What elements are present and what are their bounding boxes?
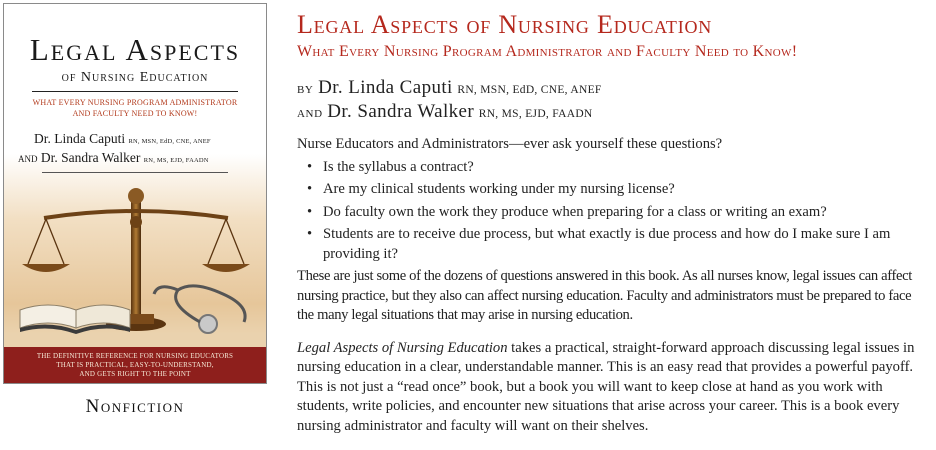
cover-bottom-band [4,347,266,384]
cover-tagline [24,97,246,119]
cover-author-1 [34,131,267,147]
byline-author-2-name: Dr. Sandra Walker [327,101,475,122]
cover-band-line: THAT IS PRACTICAL, EASY-TO-UNDERSTAND, [56,361,214,369]
cover-author-1-name: Dr. Linda Caputi [34,131,126,146]
byline-author-1-name: Dr. Linda Caputi [318,77,453,98]
cover-band-line: THE DEFINITIVE REFERENCE FOR NURSING EDUCATORS [36,352,234,360]
byline-author-2 [297,101,593,123]
page-subtitle: What Every Nursing Program Administrator and Faculty Need to Know! [297,43,798,60]
question-list [297,158,927,265]
open-book-icon [20,305,130,334]
cover-author-2-creds: RN, MS, EJD, FAADN [143,157,209,164]
list-item: • Students are to receive due process, but what exactly is due process and how do I make sure I am providing it? [297,225,927,264]
paragraph-book-approach [297,339,927,437]
cover-title: Legal Aspects [29,32,241,67]
intro-text: Nurse Educators and Administrators—ever ask yourself these questions? [297,136,723,152]
cover-divider [32,91,238,92]
list-item: • Do faculty own the work they produce when preparing for a class or writing an exam? [297,203,927,223]
cover-divider-2 [42,172,228,173]
byline-author-2-creds: RN, MS, EJD, FAADN [478,108,593,120]
genre-label: Nonfiction [85,396,185,417]
byline-by-word: by [297,80,314,97]
cover-band-text [10,352,260,379]
byline-author-1 [297,77,602,99]
cover-band-line: AND GETS RIGHT TO THE POINT [79,370,191,378]
book-cover [3,3,267,384]
list-item: • Is the syllabus a contract? [297,158,927,178]
cover-tagline-line: AND FACULTY NEED TO KNOW! [72,109,198,118]
cover-and-word: AND [18,154,38,164]
book-title-italic: Legal Aspects of Nursing Education [297,339,508,356]
scales-of-justice-illustration [18,182,254,344]
cover-author-2-name: Dr. Sandra Walker [40,150,141,165]
list-item: • Are my clinical students working under my nursing license? [297,180,927,200]
page-title: Legal Aspects of Nursing Education [297,10,713,39]
cover-subtitle: of Nursing Education [61,70,209,85]
description-body [297,135,927,436]
byline-and-word: and [297,104,323,121]
paragraph-book-approach-text: takes a practical, straight-forward approach discussing legal issues in nursing education in a clear, understandable manner. This is an easy read that provides a powerful payoff. This is not just a “read once” book, but a book you will want to keep close at hand as you work with students, write policies, and encounter new situations that arise across your career. This is a book every nursing administrator and faculty will want on their shelves. [297,339,915,434]
paragraph-legal-issues: These are just some of the dozens of questions answered in this book. As all nurses know, legal issues can affect nursing practice, but they also can affect nursing education. Faculty and administrators must be prepared to face the many legal situations that may arise in nursing education. [297,268,912,323]
stethoscope-icon [154,286,245,333]
cover-author-2 [18,150,254,166]
byline-author-1-creds: RN, MSN, EdD, CNE, ANEF [457,84,602,96]
cover-tagline-line: WHAT EVERY NURSING PROGRAM ADMINISTRATOR [32,98,238,107]
cover-author-1-creds: RN, MSN, EdD, CNE, ANEF [128,138,211,145]
